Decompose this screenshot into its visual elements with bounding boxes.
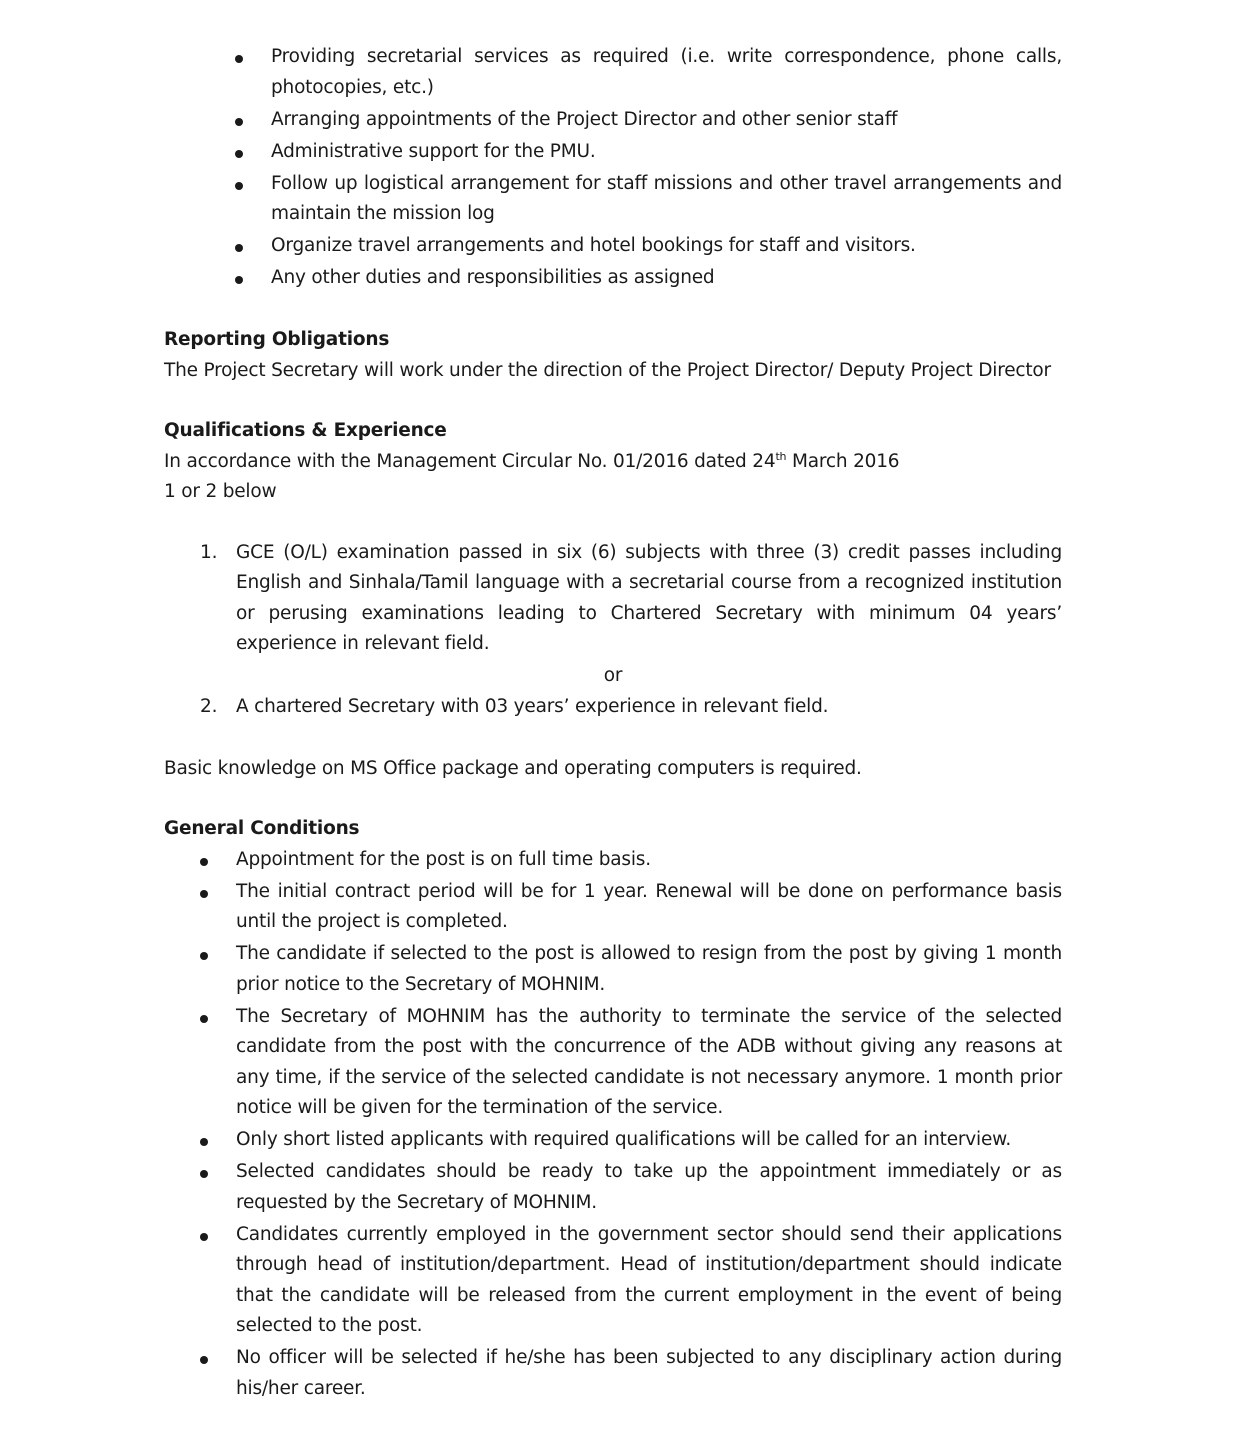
list-item [164,538,1062,660]
bullet-icon [200,1138,208,1146]
bullet-icon [235,55,243,63]
condition-text: Only short listed applicants with required qualifications will be called for an interview. [236,1129,1012,1150]
option-number: 1. [200,541,218,563]
duty-text: Follow up logistical arrangement for staff missions and other travel arrangements and maintain the mission log [271,172,1062,224]
circular-main: In accordance with the Management Circular No. 01/2016 dated 24 [164,450,776,472]
condition-text: The Secretary of MOHNIM has the authority to terminate the service of the selected candidate from the post with the concurrence of the ADB without giving any reasons at any time, if the service of the selected candidate is not necessary anymore. 1 month prior notice will be given for the termination of the service. [236,1005,1062,1118]
option-text: A chartered Secretary with 03 years’ experience in relevant field. [236,695,829,717]
list-item [164,42,1062,103]
circular-text [164,447,1062,478]
duty-text: Organize travel arrangements and hotel bookings for staff and visitors. [271,235,916,256]
bullet-icon [200,890,208,898]
list-item [164,1157,1062,1218]
bullet-icon [235,276,243,284]
duty-text: Providing secretarial services as required (i.e. write correspondence, phone calls, photocopies, etc.) [271,46,1062,98]
bullet-icon [200,952,208,960]
bullet-icon [200,1233,208,1241]
bullet-icon [200,1170,208,1178]
qualifications-heading: Qualifications & Experience [164,420,447,441]
condition-text: Selected candidates should be ready to take up the appointment immediately or as requested by the Secretary of MOHNIM. [236,1161,1062,1213]
condition-text: No officer will be selected if he/she has been subjected to any disciplinary action during his/her career. [236,1347,1062,1399]
reporting-text: The Project Secretary will work under the direction of the Project Director/ Deputy Project Director [164,359,1051,381]
condition-text: The initial contract period will be for 1 year. Renewal will be done on performance basis until the project is completed. [236,880,1062,932]
list-item [164,1220,1062,1342]
duty-text: Arranging appointments of the Project Director and other senior staff [271,108,898,130]
list-item [164,169,1062,230]
general-heading: General Conditions [164,818,360,839]
spacer [164,724,1062,754]
condition-text: The candidate if selected to the post is allowed to resign from the post by giving 1 month prior notice to the Secretary of MOHNIM. [236,943,1062,995]
qualification-options [164,538,1062,660]
list-item [164,263,1062,294]
list-item [164,939,1062,1000]
bullet-icon [200,858,208,866]
reporting-heading: Reporting Obligations [164,329,390,350]
circular-ordinal: th [775,449,787,463]
option-number: 2. [200,695,218,717]
list-item [164,877,1062,938]
circular-tail: March 2016 [786,450,900,472]
duty-text: Administrative support for the PMU. [271,140,596,162]
bullet-icon [200,1356,208,1364]
list-item [164,231,1062,262]
list-item [164,1343,1062,1404]
qualification-options-2 [164,692,1062,723]
spacer [164,508,1062,538]
option-text: GCE (O/L) examination passed in six (6) subjects with three (3) credit passes including English and Sinhala/Tamil language with a secretarial course from a recognized institution or perusing examinations leading to Chartered Secretary with minimum 04 years’ experience in relevant field. [236,541,1062,654]
duty-text: Any other duties and responsibilities as assigned [271,267,715,288]
list-item [164,845,1062,876]
condition-text: Appointment for the post is on full time basis. [236,848,651,870]
document-body [164,42,1062,1406]
spacer [164,295,1062,325]
bullet-icon [235,244,243,252]
or-separator: or [603,665,623,686]
duties-list [164,42,1062,294]
choice-text: 1 or 2 below [164,481,277,502]
knowledge-text: Basic knowledge on MS Office package and operating computers is required. [164,757,862,779]
condition-text: Candidates currently employed in the government sector should send their applications through head of institution/department. Head of institution/department should indicate that the candidate will be released from the current employment in the event of being selected to the post. [236,1223,1062,1336]
bullet-icon [235,182,243,190]
bullet-icon [235,118,243,126]
list-item [164,1002,1062,1124]
bullet-icon [200,1015,208,1023]
spacer [164,784,1062,814]
bullet-icon [235,150,243,158]
list-item [164,692,1062,723]
list-item [164,137,1062,168]
conditions-list [164,845,1062,1405]
list-item [164,1125,1062,1156]
spacer [164,386,1062,416]
list-item [164,105,1062,136]
